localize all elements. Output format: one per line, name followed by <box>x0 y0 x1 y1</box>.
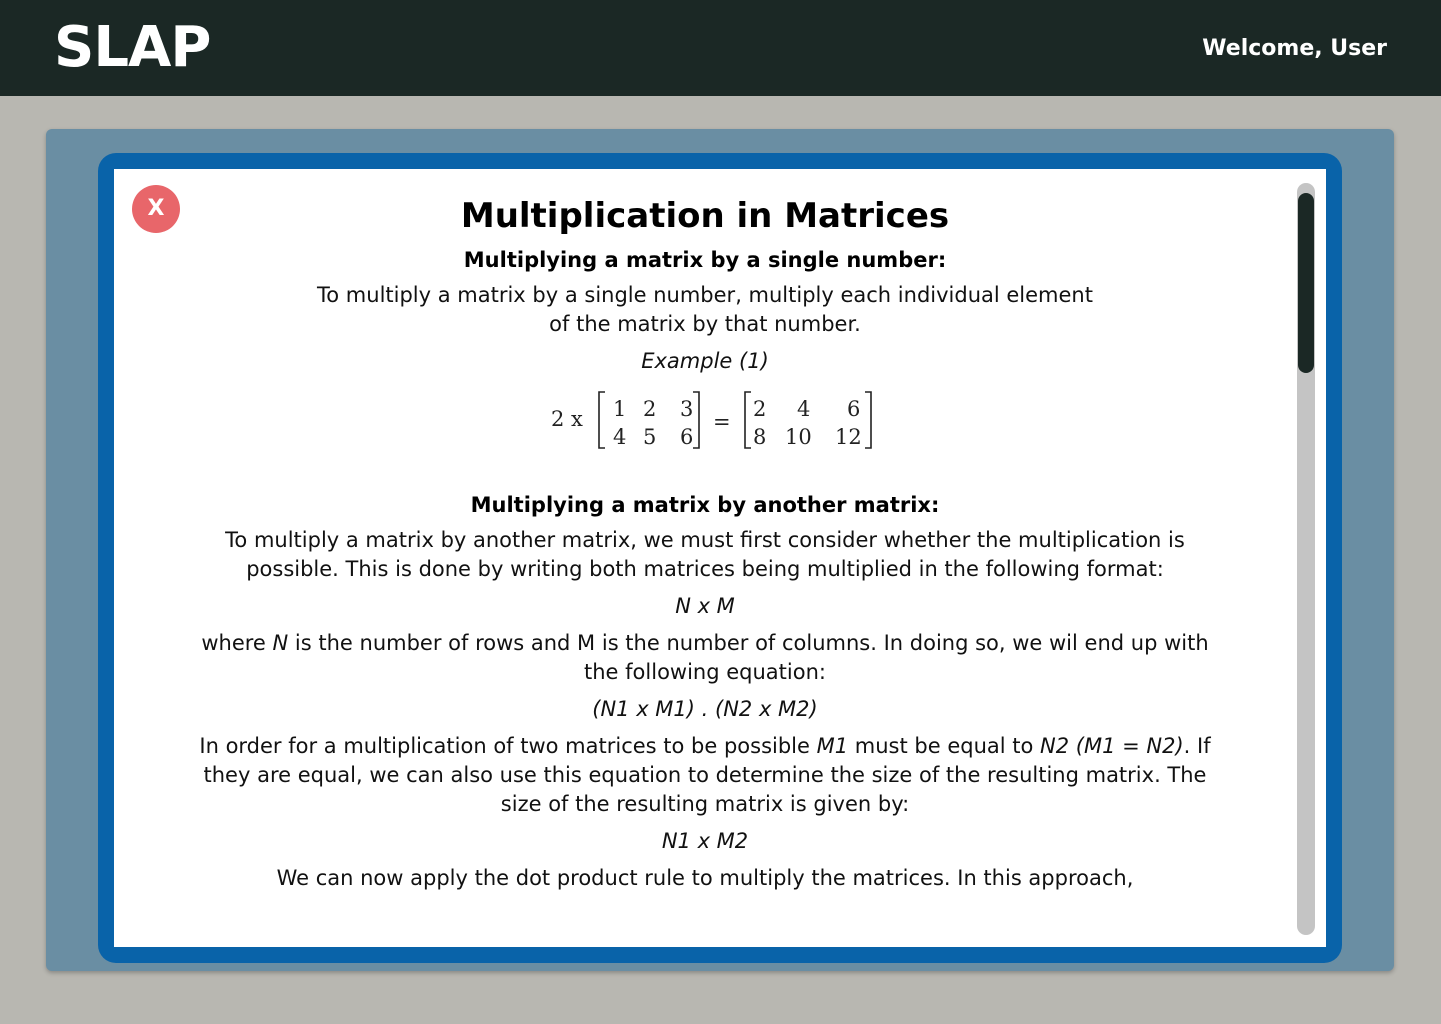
top-navigation-bar <box>0 0 1441 96</box>
italic-variable: M1 <box>816 734 849 758</box>
right-bracket-close <box>865 392 871 448</box>
matrix-cell: 4 <box>613 425 627 449</box>
matrix-cell: 12 <box>835 425 862 449</box>
left-bracket-close <box>693 392 699 448</box>
section-heading-scalar: Multiplying a matrix by a single number: <box>463 248 947 272</box>
section-paragraph-matrix-3 <box>194 732 1216 819</box>
matrix-cell: 10 <box>785 425 812 449</box>
section-paragraph-matrix-1: To multiply a matrix by another matrix, we must first consider whether the multiplication is possible. This is done by writing both matrices being multiplied in the following format: <box>225 528 1185 581</box>
italic-variable: N2 (M1 = N2) <box>1040 734 1184 758</box>
page-title: Multiplication in Matrices <box>460 196 950 236</box>
matrix-cell: 4 <box>797 397 811 421</box>
format-equation: N x M <box>675 594 735 618</box>
matrix-cell: 8 <box>753 425 767 449</box>
section-paragraph-matrix-4: We can now apply the dot product rule to multiply the matrices. In this approach, <box>276 866 1134 890</box>
lesson-modal <box>114 169 1326 947</box>
right-bracket-open <box>745 392 751 448</box>
italic-variable: N <box>272 631 289 655</box>
matrix-cell: 5 <box>643 425 657 449</box>
matrix-cell: 2 <box>753 397 767 421</box>
example-label: Example (1) <box>641 349 769 373</box>
section-paragraph-matrix-2 <box>194 629 1216 687</box>
matrix-equation-figure <box>535 384 875 456</box>
section-heading-matrix: Multiplying a matrix by another matrix: <box>470 493 940 517</box>
matrix-example <box>194 384 1216 464</box>
matrix-cell: 2 <box>643 397 657 421</box>
left-bracket-open <box>599 392 605 448</box>
dimension-equation: (N1 x M1) . (N2 x M2) <box>592 697 818 721</box>
welcome-user-text: Welcome, User <box>1202 36 1387 61</box>
matrix-cell: 1 <box>613 397 627 421</box>
matrix-cell: 6 <box>847 397 861 421</box>
scalar-text: 2 x <box>551 407 583 431</box>
matrix-cell: 3 <box>680 397 694 421</box>
matrix-cell: 6 <box>680 425 694 449</box>
equals-sign: = <box>713 410 731 434</box>
text-span: In order for a multiplication of two matrices to be possible <box>199 734 817 758</box>
text-span: must be equal to <box>848 734 1041 758</box>
scrollbar-thumb[interactable] <box>1298 193 1314 373</box>
close-button[interactable]: X <box>132 185 180 233</box>
text-span: . If they are equal, we can also use this equation to determine the size of the resulting matrix. The size of the resulting matrix is given by: <box>203 734 1211 816</box>
result-size-equation: N1 x M2 <box>661 829 749 853</box>
text-span: is the number of rows and M is the number of columns. In doing so, we wil end up with the following equation: <box>288 631 1209 684</box>
lesson-content <box>194 191 1216 901</box>
section-paragraph-scalar: To multiply a matrix by a single number, multiply each individual element of the matrix by that number. <box>317 283 1093 336</box>
text-span: where <box>201 631 273 655</box>
app-logo[interactable]: SLAP <box>54 15 211 80</box>
